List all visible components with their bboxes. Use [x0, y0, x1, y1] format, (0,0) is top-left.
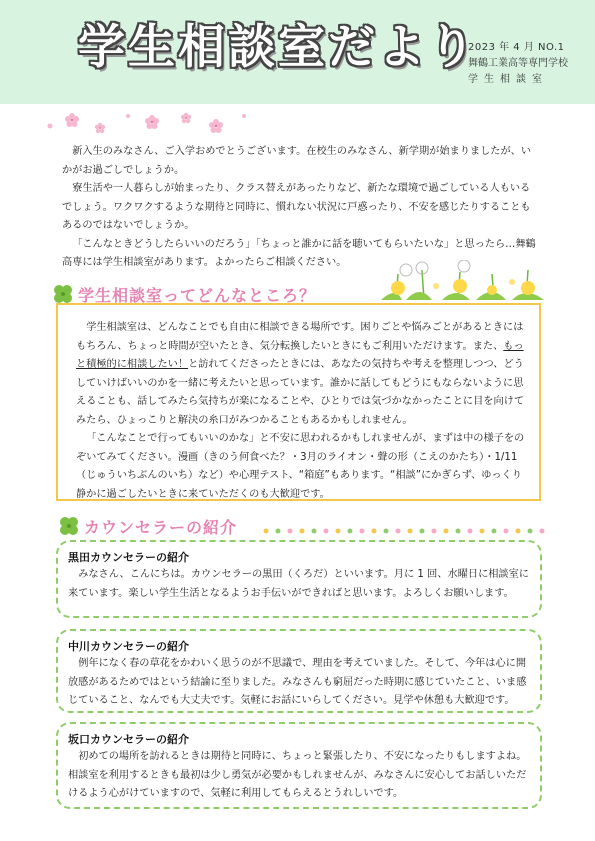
about-paragraph: 「こんなことで行ってもいいのかな」と不安に思われるかもしれませんが、まずは中の様子をのぞいてみてください。漫画（きのう何食べた？・3月のライオン・聲の形（こえのかたち）・1/11（じゅういちぶんのいち）など）や心理テスト、“箱庭”もあります。“相談”にかぎらず、ゆっくり静かに過ごしたいときに来ていただくのも大歓迎です。 [76, 433, 525, 500]
counselor-text: 初めての場所を訪れるときは期待と同時に、ちょっと緊張したり、不安になったりもしますよね。相談室を利用するときも最初は少し勇気が必要かもしれませんが、みなさんに安心してお話しいただけるよう心がけていますので、気軽に利用してもらえるとうれしいです。 [68, 751, 527, 799]
counselor-title: 黒田カウンセラーの紹介 [68, 551, 189, 564]
header-meta [468, 40, 568, 88]
underlined-text: もっと積極的に相談したい！ [76, 340, 524, 370]
counselor-card [56, 722, 542, 809]
section-title: カウンセラーの紹介 [84, 517, 238, 537]
section-heading-counselors [58, 514, 237, 538]
clover-icon [58, 515, 80, 537]
issue-date: 2023 年 4 月 NO.1 [468, 42, 565, 53]
office-name: 学生相談室 [468, 74, 548, 85]
about-box [56, 303, 541, 501]
intro-paragraph: 新入生のみなさん、ご入学おめでとうございます。在校生のみなさん、新学期が始まりましたが、いかがお過ごしでしょうか。 [62, 146, 532, 176]
counselor-text: 例年になく春の草花をかわいく思うのが不思議で、理由を考えていました。そして、今年は心に開放感があるためではという結論に至りました。みなさんも窮屈だった時期に感じていたこと、いま感じていること、なんでも大丈夫です。気軽にお話にいらしてください。見学や休憩も大歓迎です。 [68, 658, 527, 706]
sakura-petals-decoration [40, 108, 270, 138]
about-paragraph [76, 319, 525, 430]
clover-icon [52, 283, 74, 305]
about-text: 学生相談室は、どんなことでも自由に相談できる場所です。困りごとや悩みごとがあるときにはもちろん、ちょっと時間が空いたとき、気分転換したいときにもご利用いただけます。また、 [76, 322, 524, 352]
dandelion-illustration [376, 260, 556, 302]
header-banner [0, 0, 595, 104]
counselor-text: みなさん、こんにちは。カウンセラーの黒田（くろだ）といいます。月に 1 回、水曜日に相談室に来ています。楽しい学生生活となるようお手伝いができればと思います。よろしくお願いします。 [68, 569, 529, 599]
intro-text [62, 143, 540, 273]
intro-paragraph: 「こんなときどうしたらいいのだろう」「ちょっと誰かに話を聴いてもらいたいな」と思ったら…舞鶴高専には学生相談室があります。よかったらご相談ください。 [62, 238, 536, 268]
counselor-title: 中川カウンセラーの紹介 [68, 640, 189, 653]
counselor-card [56, 629, 542, 713]
intro-paragraph: 寮生活や一人暮らしが始まったり、クラス替えがあったりなど、新たな環境で過ごしている人もいるでしょう。ワクワクするような期待と同時に、慣れない状況に戸惑ったり、不安を感じたりすることもあるのではないでしょうか。 [62, 183, 531, 231]
counselor-card [56, 540, 542, 618]
about-text: と訪れてくださったときには、あなたの気持ちや考えを整理しつつ、どうしていけばいいのかを一緒に考えたいと思っています。誰かに話してもどうにもならないように思えることも、話してみたら気持ちが楽になることや、ひとりでは気づかなかったことに目を向けてみたら、ひょっこりと解決の糸口がみつかることもあるかもしれません。 [76, 359, 525, 426]
newsletter-title: 学生相談室だより [78, 20, 478, 75]
section-title: 学生相談室ってどんなところ？ [78, 285, 317, 305]
colored-dots-divider [262, 524, 552, 538]
counselor-title: 坂口カウンセラーの紹介 [68, 733, 189, 746]
school-name: 舞鶴工業高等専門学校 [468, 58, 568, 69]
